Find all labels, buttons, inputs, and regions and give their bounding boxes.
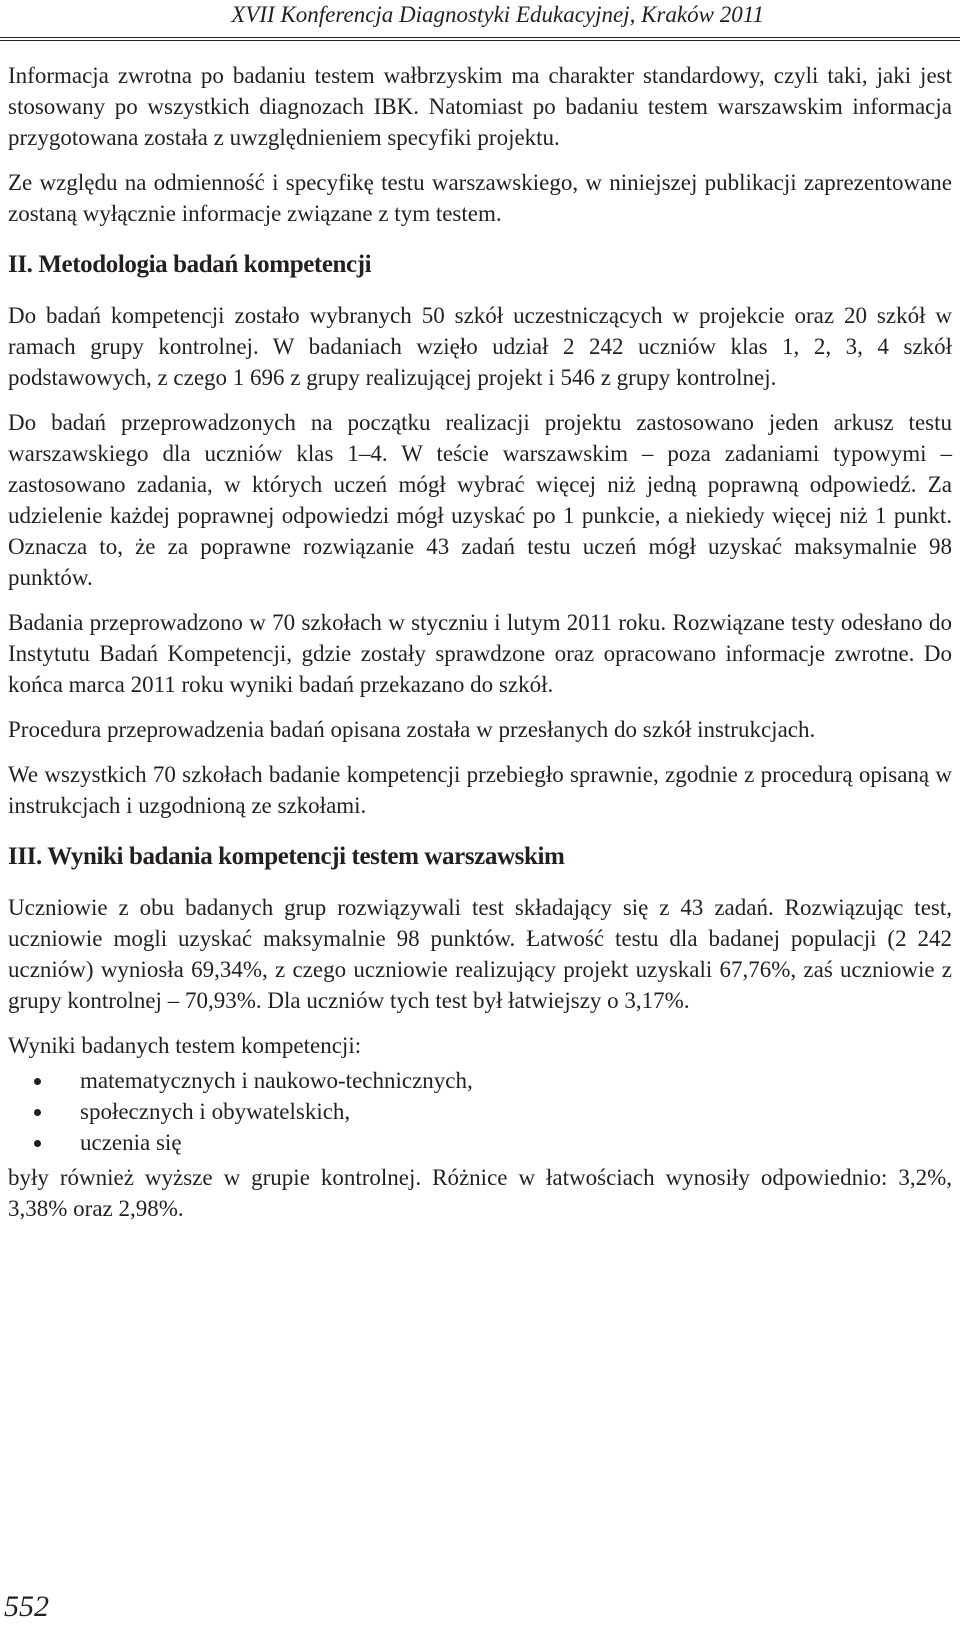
paragraph-methodology-4: Procedura przeprowadzenia badań opisana została w przesłanych do szkół instrukcjach. [8,717,816,742]
running-header: XVII Konferencja Diagnostyki Edukacyjnej, Kraków 2011 [231,2,764,27]
list-item-text: uczenia się [80,1130,182,1155]
list-item-text: społecznych i obywatelskich, [80,1099,351,1124]
list-item [8,1127,952,1158]
paragraph-results-1: Uczniowie z obu badanych grup rozwiązywali test składający się z 43 zadań. Rozwiązując test, uczniowie mogli uzyskać maksymalnie 98 punktów. Łatwość testu dla badanej populacji (2 242 uczniów) wyniosła 69,34%, z czego uczniowie realizujący projekt uzyskali 67,76%, zaś uczniowie z grupy kontrolnej – 70,93%. Dla uczniów tych test był łatwiejszy o 3,17%. [8,895,952,1013]
section-heading-results: III. Wyniki badania kompetencji testem warszawskim [8,843,565,870]
page-number: 552 [4,1590,49,1623]
list-item [8,1065,952,1096]
competence-list [8,1065,952,1158]
paragraph-methodology-3: Badania przeprowadzono w 70 szkołach w styczniu i lutym 2011 roku. Rozwiązane testy odesłano do Instytutu Badań Kompetencji, gdzie zostały sprawdzone oraz opracowano informacje zwrotne. Do końca marca 2011 roku wyniki badań przekazano do szkół. [8,610,952,697]
list-item-text: matematycznych i naukowo-technicznych, [80,1068,473,1093]
header-rule [0,37,960,41]
paragraph-methodology-2: Do badań przeprowadzonych na początku realizacji projektu zastosowano jeden arkusz testu warszawskiego dla uczniów klas 1–4. W teście warszawskim – poza zadaniami typowymi – zastosowano zadania, w których uczeń mógł wybrać więcej niż jedną poprawną odpowiedź. Za udzielenie każdej poprawnej odpowiedzi mógł uzyskać po 1 punkcie, a niekiedy więcej niż 1 punkt. Oznacza to, że za poprawne rozwiązanie 43 zadań testu uczeń mógł uzyskać maksymalnie 98 punktów. [8,410,952,590]
paragraph-results-closing: były również wyższe w grupie kontrolnej. Różnice w łatwościach wynosiły odpowiednio: 3,2%, 3,38% oraz 2,98%. [8,1165,952,1221]
paragraph-intro-1: Informacja zwrotna po badaniu testem wałbrzyskim ma charakter standardowy, czyli taki, jaki jest stosowany po wszystkich diagnozach IBK. Natomiast po badaniu testem warszawskim informacja przygotowana została z uwzględnieniem specyfiki projektu. [8,63,952,150]
section-heading-methodology: II. Metodologia badań kompetencji [8,251,372,278]
bullet-icon [34,1140,41,1147]
bullet-icon [34,1109,41,1116]
paragraph-methodology-1: Do badań kompetencji zostało wybranych 50 szkół uczestniczących w projekcie oraz 20 szkół w ramach grupy kontrolnej. W badaniach wzięło udział 2 242 uczniów klas 1, 2, 3, 4 szkół podstawowych, z czego 1 696 z grupy realizującej projekt i 546 z grupy kontrolnej. [8,303,952,390]
bullet-icon [34,1078,41,1085]
paragraph-results-2: Wyniki badanych testem kompetencji: [8,1033,362,1058]
list-item [8,1096,952,1127]
paragraph-methodology-5: We wszystkich 70 szkołach badanie kompetencji przebiegło sprawnie, zgodnie z procedurą opisaną w instrukcjach i uzgodnioną ze szkołami. [8,762,952,818]
paragraph-intro-2: Ze względu na odmienność i specyfikę testu warszawskiego, w niniejszej publikacji zaprezentowane zostaną wyłącznie informacje związane z tym testem. [8,170,952,226]
page-body [8,60,952,1238]
